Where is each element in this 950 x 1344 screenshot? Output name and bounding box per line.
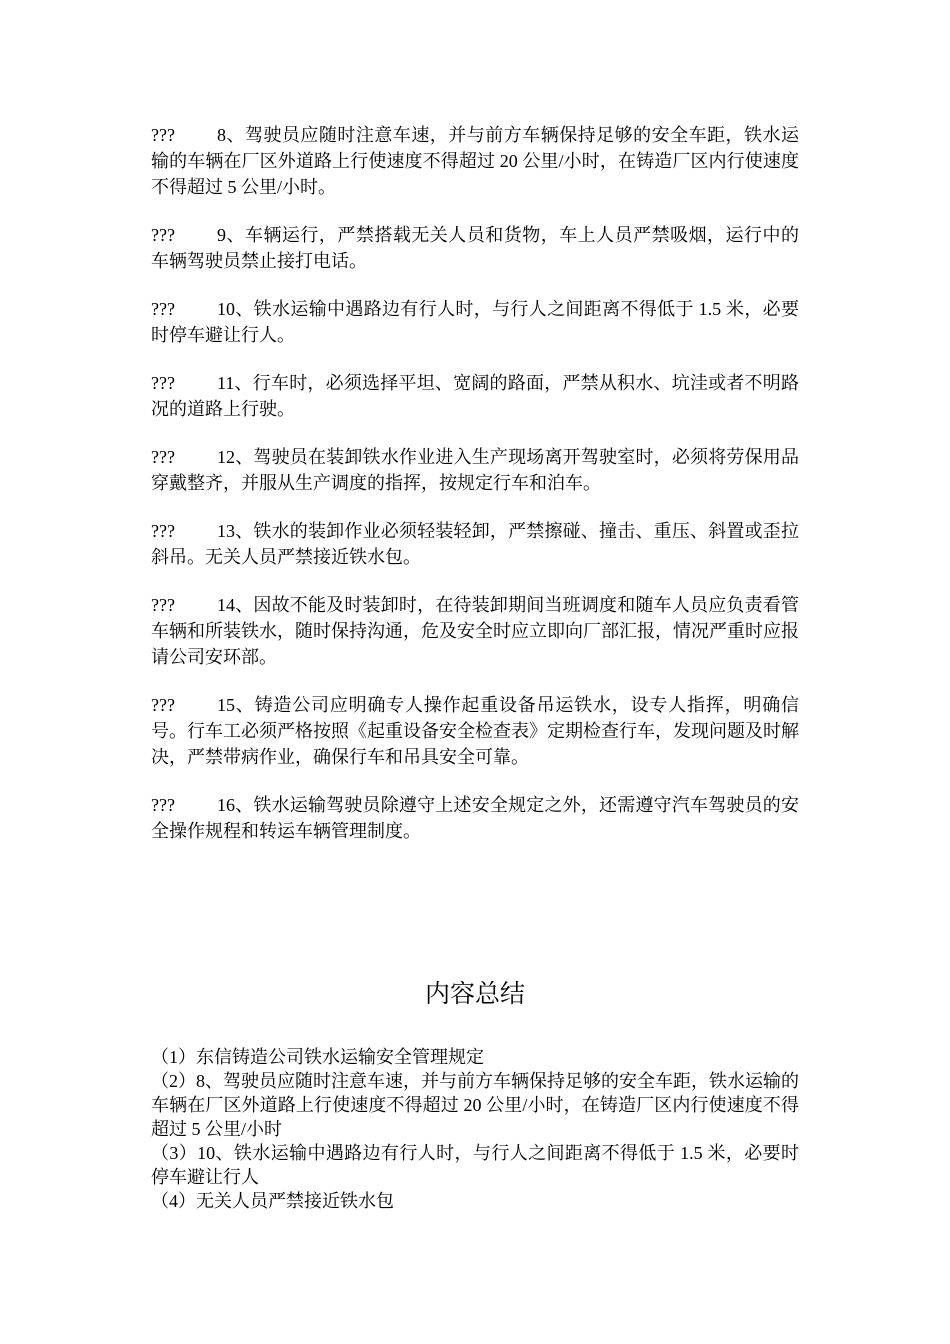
paragraph-prefix: ??? xyxy=(151,795,175,815)
summary-list xyxy=(151,1045,799,1213)
paragraph-11 xyxy=(151,370,799,422)
paragraph-text: 9、车辆运行，严禁搭载无关人员和货物，车上人员严禁吸烟，运行中的车辆驾驶员禁止接打电话。 xyxy=(151,225,799,271)
paragraph-prefix: ??? xyxy=(151,373,175,393)
paragraph-prefix: ??? xyxy=(151,695,175,715)
paragraph-12 xyxy=(151,444,799,496)
paragraph-text: 15、铸造公司应明确专人操作起重设备吊运铁水，设专人指挥，明确信号。行车工必须严格按照《起重设备安全检查表》定期检查行车，发现问题及时解决，严禁带病作业，确保行车和吊具安全可靠。 xyxy=(151,695,799,767)
paragraph-text: 11、行车时，必须选择平坦、宽阔的路面，严禁从积水、坑洼或者不明路况的道路上行驶。 xyxy=(151,373,799,419)
paragraph-10 xyxy=(151,296,799,348)
paragraph-text: 12、驾驶员在装卸铁水作业进入生产现场离开驾驶室时，必须将劳保用品穿戴整齐，并服从生产调度的指挥，按规定行车和泊车。 xyxy=(151,447,799,493)
paragraph-prefix: ??? xyxy=(151,125,175,145)
paragraph-text: 10、铁水运输中遇路边有行人时，与行人之间距离不得低于 1.5 米，必要时停车避让行人。 xyxy=(151,299,799,345)
summary-item-4: （4）无关人员严禁接近铁水包 xyxy=(151,1191,394,1211)
regulation-paragraphs xyxy=(151,122,799,866)
paragraph-prefix: ??? xyxy=(151,595,175,615)
paragraph-text: 14、因故不能及时装卸时，在待装卸期间当班调度和随车人员应负责看管车辆和所装铁水，随时保持沟通，危及安全时应立即向厂部汇报，情况严重时应报请公司安环部。 xyxy=(151,595,799,667)
paragraph-text: 16、铁水运输驾驶员除遵守上述安全规定之外，还需遵守汽车驾驶员的安全操作规程和转运车辆管理制度。 xyxy=(151,795,799,841)
summary-title: 内容总结 xyxy=(424,979,525,1008)
paragraph-14 xyxy=(151,592,799,670)
paragraph-prefix: ??? xyxy=(151,225,175,245)
paragraph-8 xyxy=(151,122,799,200)
paragraph-13 xyxy=(151,518,799,570)
paragraph-prefix: ??? xyxy=(151,521,175,541)
paragraph-prefix: ??? xyxy=(151,447,175,467)
paragraph-15 xyxy=(151,692,799,770)
summary-item-1: （1）东信铸造公司铁水运输安全管理规定 xyxy=(151,1047,484,1067)
paragraph-16 xyxy=(151,792,799,844)
paragraph-text: 13、铁水的装卸作业必须轻装轻卸，严禁擦碰、撞击、重压、斜置或歪拉斜吊。无关人员严禁接近铁水包。 xyxy=(151,521,799,567)
summary-item-2: （2）8、驾驶员应随时注意车速，并与前方车辆保持足够的安全车距，铁水运输的车辆在厂区外道路上行使速度不得超过 20 公里/小时，在铸造厂区内行使速度不得超过 5 公里/小时 xyxy=(151,1071,799,1139)
paragraph-prefix: ??? xyxy=(151,299,175,319)
paragraph-9 xyxy=(151,222,799,274)
summary-item-3: （3）10、铁水运输中遇路边有行人时，与行人之间距离不得低于 1.5 米，必要时停车避让行人 xyxy=(151,1143,799,1187)
paragraph-text: 8、驾驶员应随时注意车速，并与前方车辆保持足够的安全车距，铁水运输的车辆在厂区外道路上行使速度不得超过 20 公里/小时，在铸造厂区内行使速度不得超过 5 公里/小时。 xyxy=(151,125,799,197)
